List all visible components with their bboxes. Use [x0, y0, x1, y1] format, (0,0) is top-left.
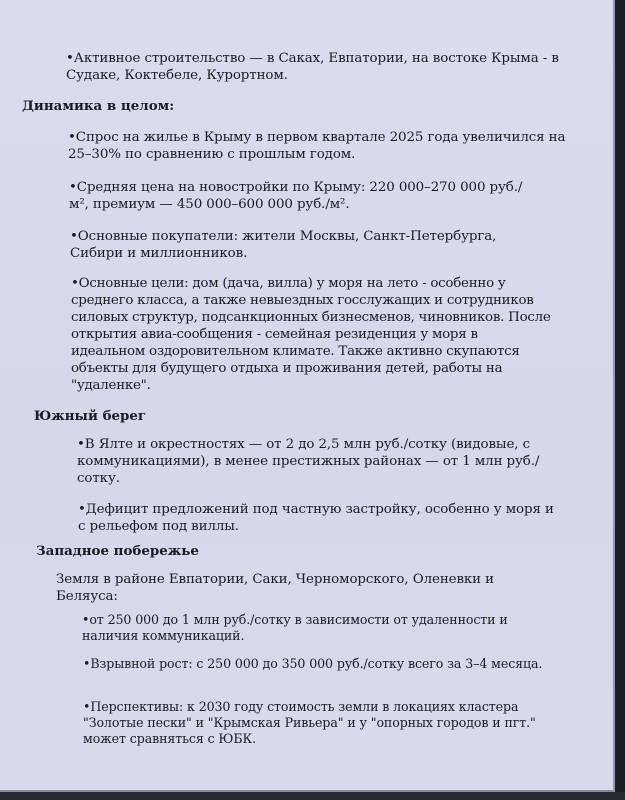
bullet-shortage: •Дефицит предложений под частную застройку, особенно у моря и с рельефом под виллы. [78, 502, 554, 534]
section-heading-west-coast: Западное побережье [36, 543, 199, 559]
bullet-land-price-range: •от 250 000 до 1 млн руб./сотку в зависимости от удаленности и наличия коммуникаций. [82, 612, 508, 643]
section-heading-dynamics: Динамика в целом: [22, 98, 175, 114]
section-heading-south-coast: Южный берег [34, 408, 147, 424]
bullet-average-price: •Средняя цена на новостройки по Крыму: 220 000–270 000 руб./м², премиум — 450 000–600 000 руб./м². [69, 180, 523, 212]
monitor-bezel [0, 792, 625, 800]
bullet-main-buyers: •Основные покупатели: жители Москвы, Санкт-Петербурга, Сибири и миллионников. [70, 229, 497, 261]
intro-bullet: •Активное строительство — в Саках, Евпатории, на востоке Крыма - в Судаке, Коктебеле, Курортном. [66, 51, 559, 83]
bullet-yalta-prices: •В Ялте и окрестностях — от 2 до 2,5 млн руб./сотку (видовые, с коммуникациями), в менее престижных районах — от 1 млн руб./сотку. [77, 437, 540, 486]
bullet-main-goals: •Основные цели: дом (дача, вилла) у моря на лето - особенно у среднего класса, а также невыездных госслужащих и сотрудников силовых структур, подсанкционных бизнесменов, чиновников. После открытия авиа-сообщения - семейная резиденция у моря в идеальном оздоровительном климате. Также активно скупаются объекты для будущего отдыха и проживания детей, работы на "удаленке". [71, 276, 551, 393]
bullet-demand: •Спрос на жилье в Крыму в первом квартале 2025 года увеличился на 25–30% по сравнению с прошлым годом. [68, 130, 566, 162]
west-coast-intro: Земля в районе Евпатории, Саки, Черноморского, Оленевки и Беляуса: [56, 572, 494, 604]
bullet-prospects: •Перспективы: к 2030 году стоимость земли в локациях кластера "Золотые пески" и "Крымская Ривьера" и у "опорных городов и пгт." может сравняться с ЮБК. [83, 699, 536, 746]
bullet-explosive-growth: •Взрывной рост: с 250 000 до 350 000 руб./сотку всего за 3–4 месяца. [83, 656, 543, 671]
